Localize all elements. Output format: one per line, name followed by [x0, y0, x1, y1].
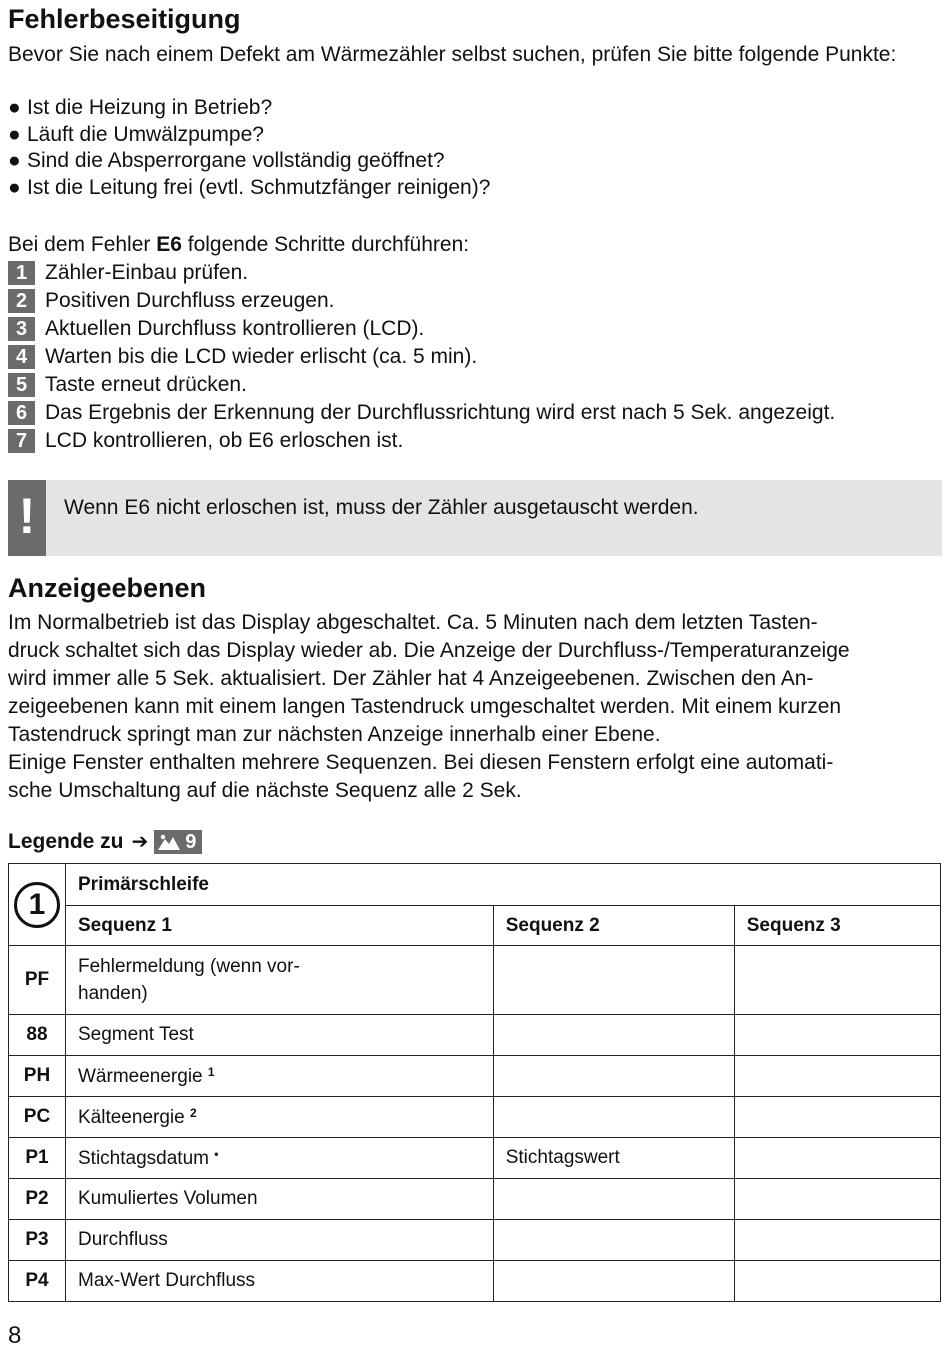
figure-reference: 9 [154, 830, 202, 854]
arrow-right-icon: ➔ [131, 831, 149, 853]
intro-paragraph: Bevor Sie nach einem Defekt am Wärmezähler selbst suchen, prüfen Sie bitte folgende Punkte: [8, 43, 897, 66]
legend-heading: Legende zu ➔ 9 [8, 828, 202, 856]
step-number: 2 [8, 289, 35, 313]
warning-icon: ! [8, 480, 46, 556]
checklist [8, 95, 490, 201]
step-item: 5 Taste erneut drücken. [8, 371, 835, 399]
checklist-item: ● Läuft die Umwälzpumpe? [8, 122, 264, 146]
steps-list [8, 259, 835, 455]
step-item: 3 Aktuellen Durchfluss kontrollieren (LCD). [8, 315, 835, 343]
column-header: Sequenz 3 [734, 906, 940, 946]
page-number: 8 [8, 1322, 22, 1349]
display-levels-table [8, 863, 941, 1302]
table-row: P1 Stichtagsdatum • Stichtagswert [9, 1138, 941, 1179]
checklist-item: ● Sind die Absperrorgane vollständig geöffnet? [8, 149, 445, 172]
step-number: 3 [8, 317, 35, 341]
step-number: 6 [8, 401, 35, 425]
table-group-title: Primärschleife [66, 864, 941, 906]
step-number: 1 [8, 261, 35, 285]
table-row: PC Kälteenergie $^2$ [9, 1097, 941, 1138]
checklist-item: ● Ist die Leitung frei (evtl. Schmutzfänger reinigen)? [8, 175, 491, 199]
level-number-circle: 1 [9, 864, 66, 946]
table-row: PH Wärmeenergie $^1$ [9, 1056, 941, 1097]
step-number: 5 [8, 373, 35, 397]
step-number: 7 [8, 429, 35, 453]
table-row: 88 Segment Test [9, 1015, 941, 1056]
step-item: 1 Zähler-Einbau prüfen. [8, 259, 835, 287]
display-levels-paragraph: Im Normalbetrieb ist das Display abgeschaltet. Ca. 5 Minuten nach dem letzten Tasten- druck schaltet sich das Display wieder ab. Die Anzeige der Durchfluss-/Temperaturanzeige wird immer alle 5 Sek. aktualisiert. Der Zähler hat 4 Anzeigeebenen. Zwischen den An- zeigeebenen kann mit einem langen Tastendruck umgeschaltet werden. Mit einem kurzen Tastendruck springt man zur nächsten Anzeige innerhalb einer Ebene. Einige Fenster enthalten mehrere Sequenzen. Bei diesen Fenstern erfolgt eine automati- sche Umschaltung auf die nächste Sequenz alle 2 Sek. [8, 611, 850, 802]
step-item: 2 Positiven Durchfluss erzeugen. [8, 287, 835, 315]
column-header: Sequenz 1 [66, 906, 494, 946]
section-title-fehlerbeseitigung: Fehlerbeseitigung [8, 4, 241, 34]
step-item: 6 Das Ergebnis der Erkennung der Durchflussrichtung wird erst nach 5 Sek. angezeigt. [8, 399, 835, 427]
column-header: Sequenz 2 [493, 906, 734, 946]
table-row: P2 Kumuliertes Volumen [9, 1179, 941, 1220]
checklist-item: ● Ist die Heizung in Betrieb? [8, 96, 273, 119]
image-icon [157, 833, 181, 851]
table-row: PF Fehlermeldung (wenn vor- handen) [9, 946, 941, 1015]
e6-instruction: Bei dem Fehler E6 folgende Schritte durchführen: [8, 233, 470, 256]
warning-box [8, 480, 942, 556]
step-item: 4 Warten bis die LCD wieder erlischt (ca. 5 min). [8, 343, 835, 371]
step-number: 4 [8, 345, 35, 369]
section-title-anzeigeebenen: Anzeigeebenen [8, 573, 207, 603]
error-code: E6 [156, 233, 182, 256]
table-row: P3 Durchfluss [9, 1220, 941, 1261]
table-row: P4 Max-Wert Durchfluss [9, 1261, 941, 1302]
step-item: 7 LCD kontrollieren, ob E6 erloschen ist. [8, 427, 835, 455]
warning-text: Wenn E6 nicht erloschen ist, muss der Zähler ausgetauscht werden. [64, 496, 699, 519]
